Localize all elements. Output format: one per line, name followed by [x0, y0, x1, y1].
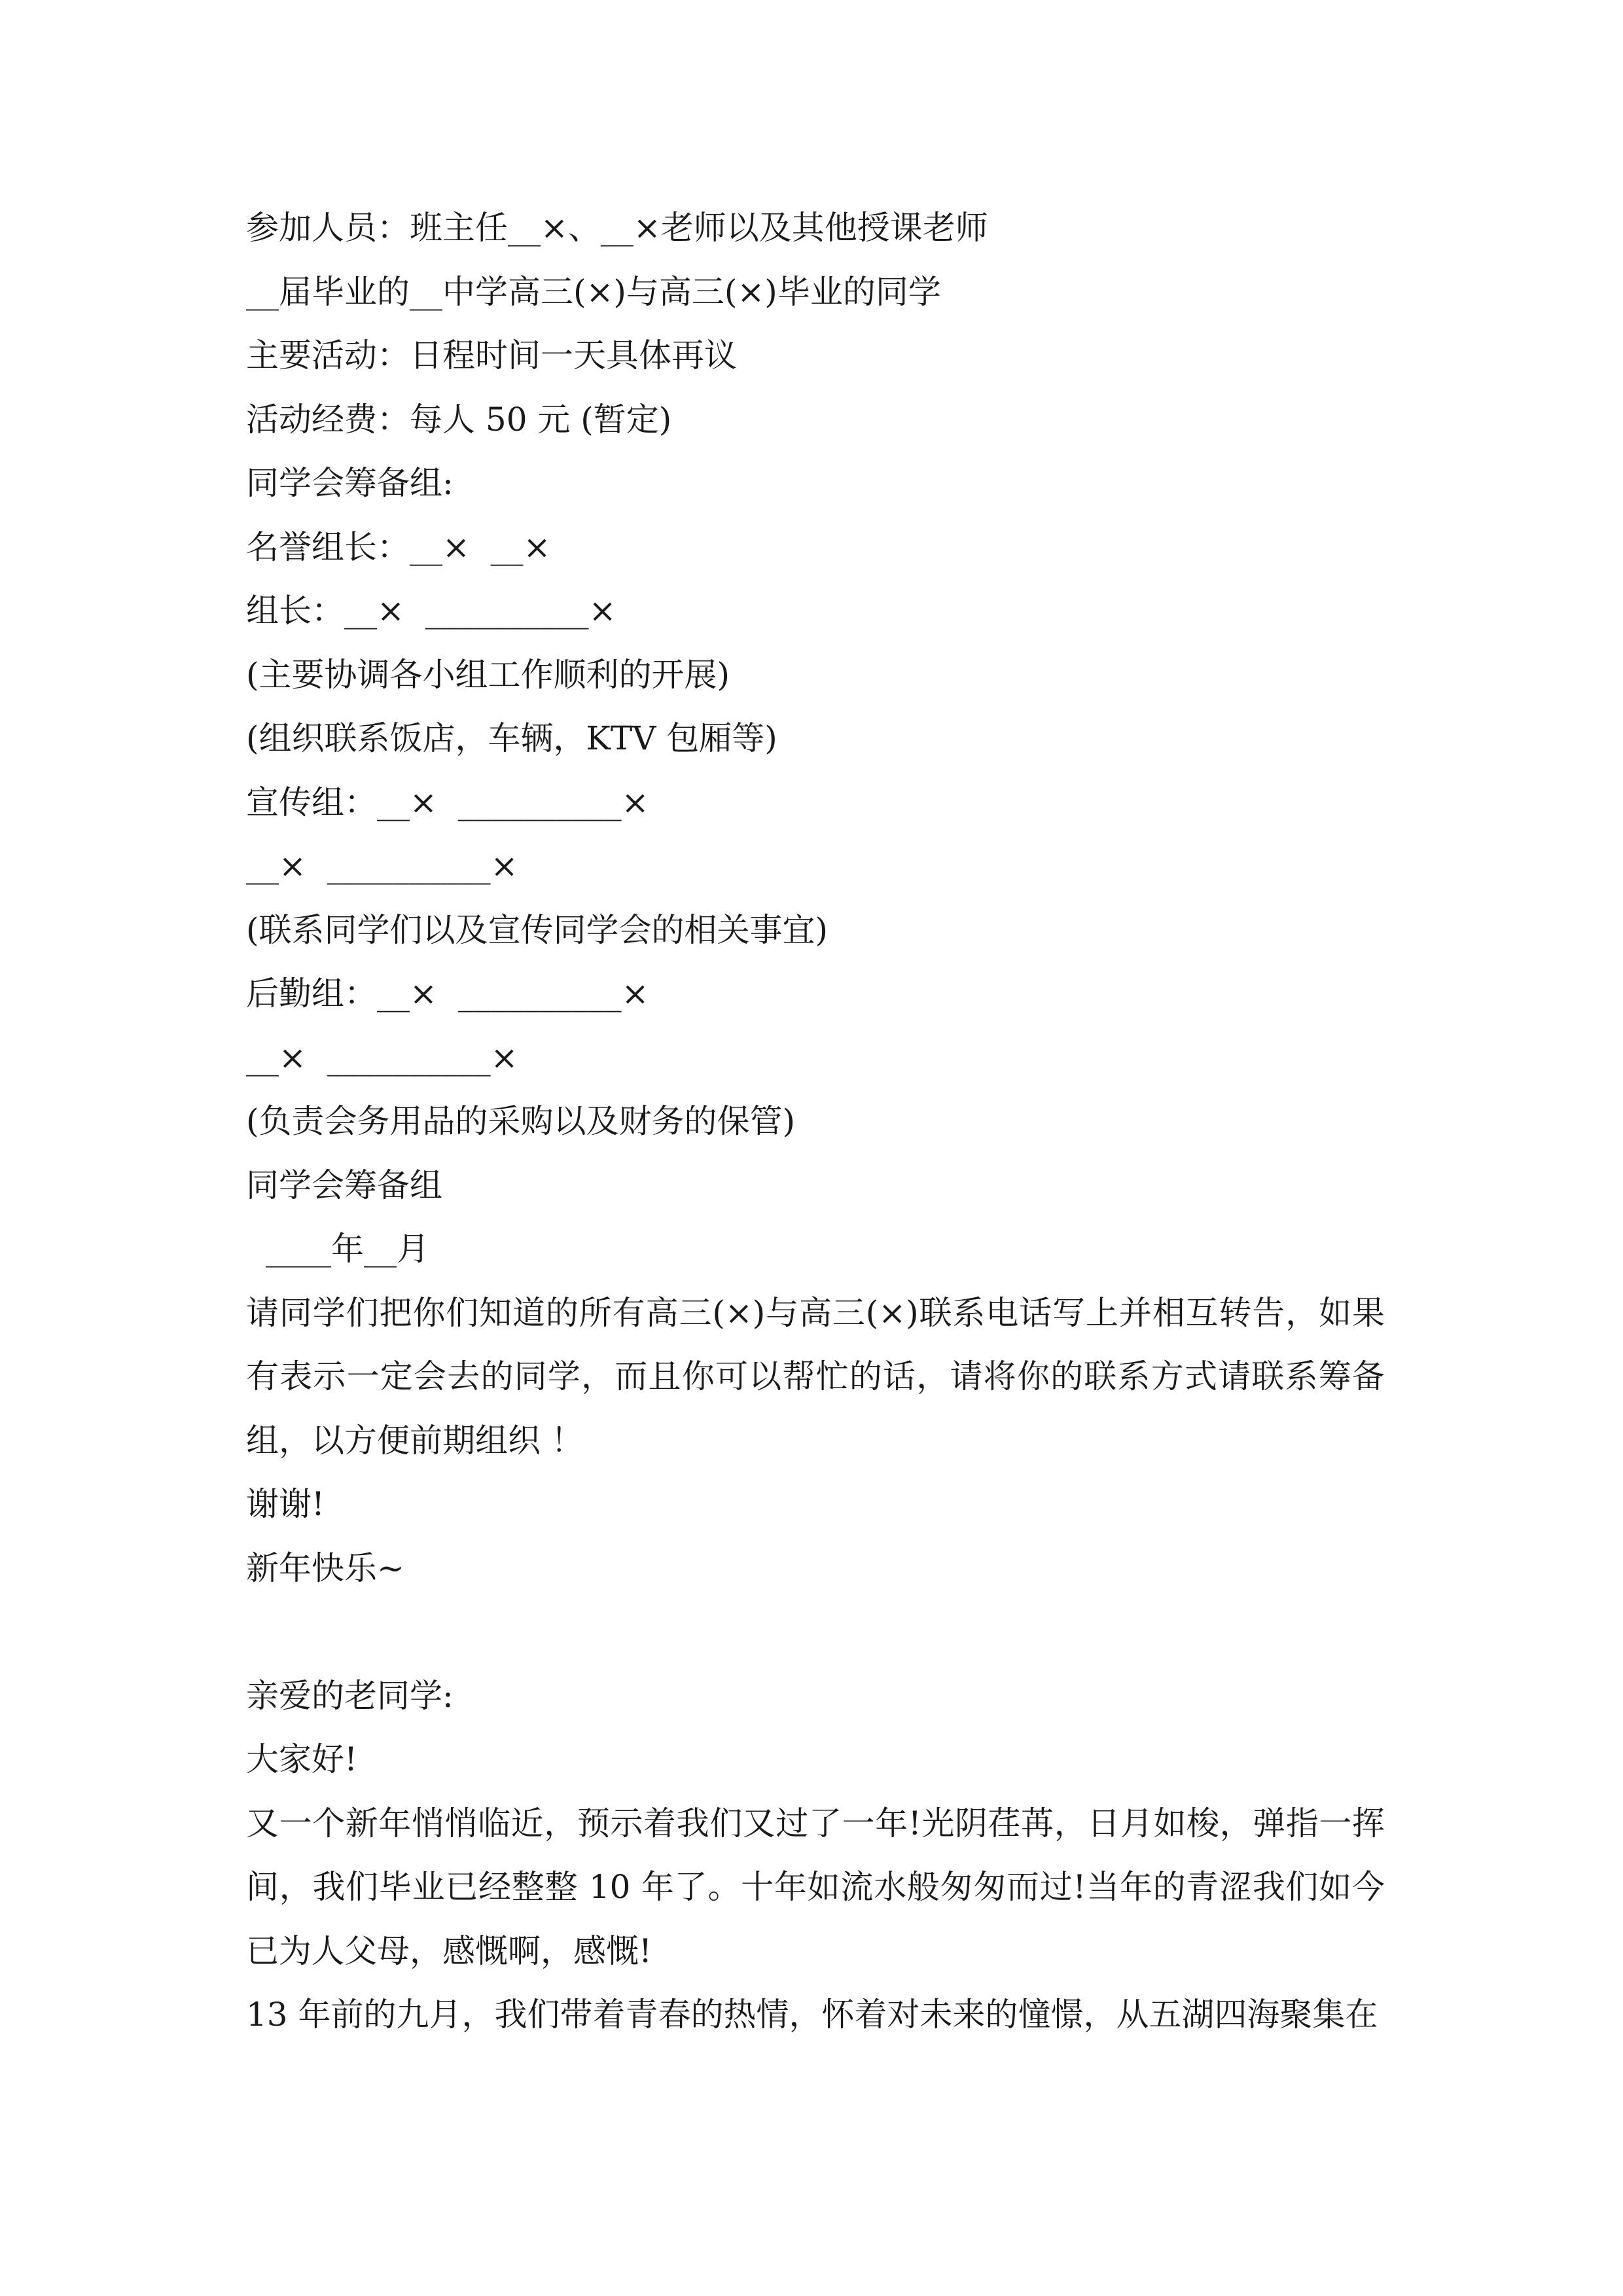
- greeting-line: 亲爱的老同学:: [246, 1676, 454, 1715]
- thanks-line: 谢谢!: [246, 1485, 325, 1523]
- leader-line: 组长：__× __________×: [246, 592, 616, 630]
- logistics-line-1: 后勤组：__× __________×: [246, 975, 649, 1013]
- honorary-leader-line: 名誉组长：__× __×: [246, 528, 551, 566]
- publicity-note: (联系同学们以及宣传同学会的相关事宜): [246, 910, 829, 949]
- new-year-line: 新年快乐~: [246, 1549, 404, 1587]
- paragraph-1: 又一个新年悄悄临近，预示着我们又过了一年!光阴荏苒，日月如梭，弹指一挥间，我们毕业已经整整 10 年了。十年如流水般匆匆而过!当年的青涩我们如今已为人父母，感慨啊，感慨!: [246, 1804, 1385, 1970]
- leader-note-1: (主要协调各小组工作顺利的开展): [246, 655, 730, 694]
- signature-line: 同学会筹备组: [246, 1166, 442, 1204]
- committee-heading: 同学会筹备组:: [246, 464, 454, 502]
- fee-line: 活动经费：每人 50 元 (暂定): [246, 400, 672, 439]
- logistics-note: (负责会务用品的采购以及财务的保管): [246, 1102, 796, 1140]
- date-line: ____年__月: [266, 1230, 429, 1268]
- participants-line: 参加人员：班主任__×、__×老师以及其他授课老师: [246, 209, 988, 247]
- document-body: [246, 196, 1385, 2047]
- request-paragraph: 请同学们把你们知道的所有高三(×)与高三(×)联系电话写上并相互转告，如果有表示一定会去的同学，而且你可以帮忙的话，请将你的联系方式请联系筹备组，以方便前期组织 ！: [246, 1293, 1385, 1460]
- publicity-line-1: 宣传组：__× __________×: [246, 783, 649, 821]
- hello-line: 大家好!: [246, 1740, 358, 1778]
- paragraph-2-start: 13 年前的九月，我们带着青春的热情，怀着对未来的憧憬，从五湖四海聚集在: [246, 1996, 1378, 2034]
- publicity-line-2: __× __________×: [246, 847, 518, 885]
- main-activity-line: 主要活动：日程时间一天具体再议: [246, 336, 737, 374]
- graduates-line: __届毕业的__中学高三(×)与高三(×)毕业的同学: [246, 272, 941, 311]
- leader-note-2: (组织联系饭店，车辆，KTV 包厢等): [246, 719, 777, 757]
- logistics-line-2: __× __________×: [246, 1038, 518, 1077]
- blank-spacer: [246, 1600, 1385, 1664]
